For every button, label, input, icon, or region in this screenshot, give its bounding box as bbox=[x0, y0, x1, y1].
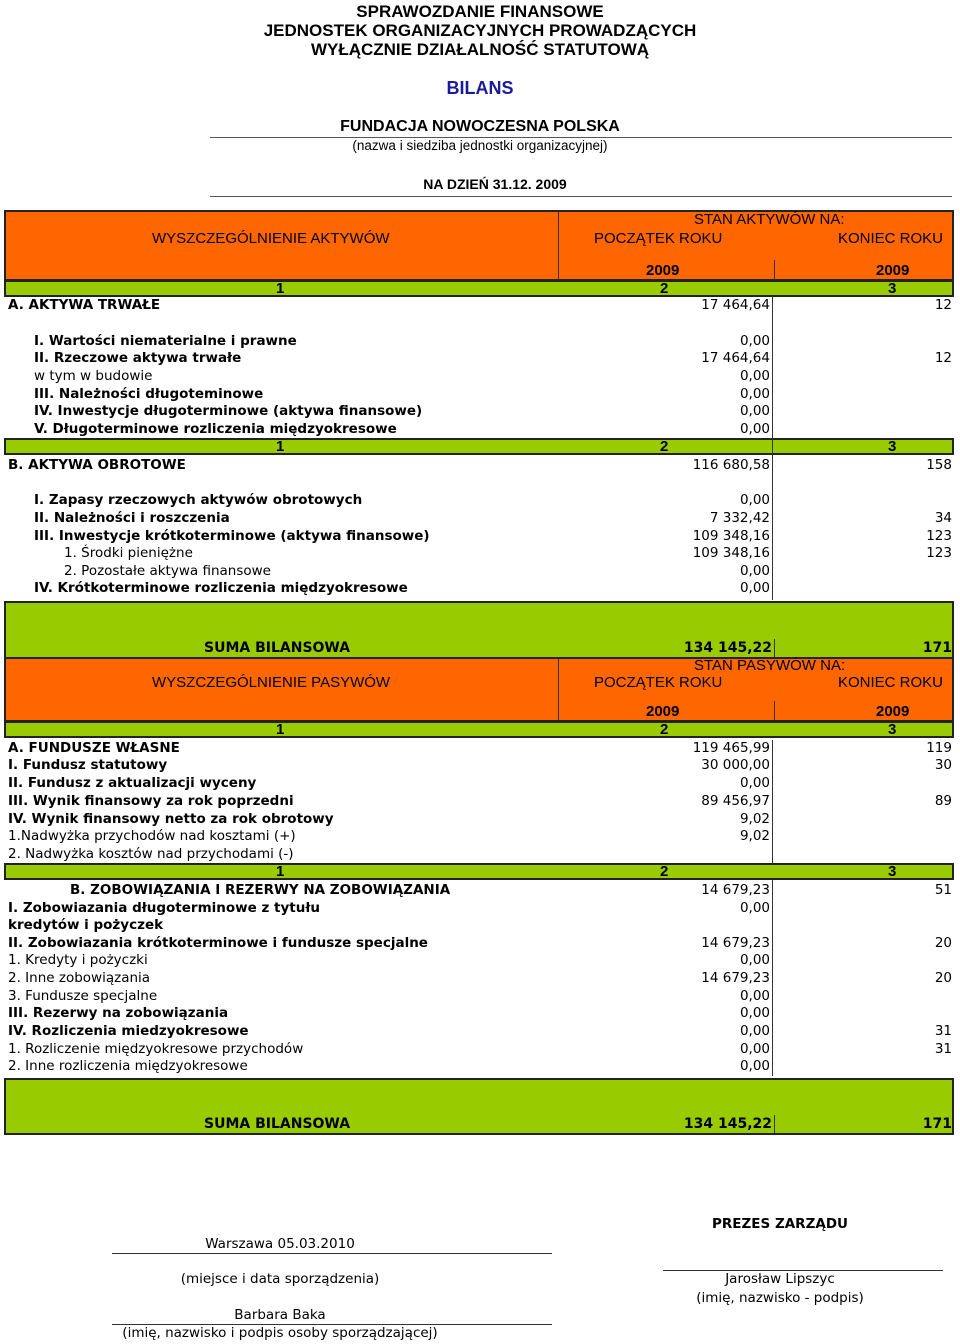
table-row: IV. Wynik finansowy netto za rok obrotowy 9,02 bbox=[8, 811, 770, 827]
table-row: w tym w budowie 0,00 bbox=[34, 368, 770, 384]
table-row: 1. Środki pieniężne 109 348,16 123 bbox=[64, 545, 952, 561]
assets-header-label: WYSZCZEGÓLNIENIE AKTYWÓW bbox=[152, 230, 390, 247]
table-row: 1.Nadwyżka przychodów nad kosztami (+) 9,02 bbox=[8, 828, 770, 844]
board-title: PREZES ZARZĄDU bbox=[712, 1216, 848, 1232]
assets-year-end: 2009 bbox=[876, 262, 910, 279]
table-row: IV. Rozliczenia miedzyokresowe 0,00 31 bbox=[8, 1023, 952, 1039]
table-row: 2. Inne rozliczenia międzyokresowe 0,00 bbox=[8, 1058, 770, 1074]
table-row: II. Należności i roszczenia 7 332,42 34 bbox=[34, 510, 952, 526]
place-date: Warszawa 05.03.2010 bbox=[205, 1236, 355, 1252]
table-row: I. Zobowiazania długoterminowe z tytułu 0,00 bbox=[8, 900, 770, 916]
assets-state-label: STAN AKTYWÓW NA: bbox=[694, 211, 845, 228]
table-row: III. Rezerwy na zobowiązania 0,00 bbox=[8, 1005, 770, 1021]
assets-sum-box bbox=[4, 601, 954, 659]
table-row: 3. Fundusze specjalne 0,00 bbox=[8, 988, 770, 1004]
liabilities-sum-box bbox=[4, 1078, 954, 1135]
liabilities-end-label: KONIEC ROKU bbox=[838, 674, 944, 691]
table-row: 2. Pozostałe aktywa finansowe 0,00 bbox=[64, 563, 770, 579]
table-row: II. Rzeczowe aktywa trwałe 17 464,64 12 bbox=[34, 350, 952, 366]
table-row: I. Wartości niematerialne i prawne 0,00 bbox=[34, 333, 770, 349]
liabilities-column-numbers: 1 2 3 bbox=[4, 721, 954, 738]
table-row: IV. Inwestycje długoterminowe (aktywa finansowe) 0,00 bbox=[34, 403, 770, 419]
table-row: I. Fundusz statutowy 30 000,00 30 bbox=[8, 757, 952, 773]
preparer-caption: (imię, nazwisko i podpis osoby sporządzającej) bbox=[122, 1325, 438, 1341]
liabilities-header-label: WYSZCZEGÓLNIENIE PASYWÓW bbox=[152, 674, 391, 691]
date-underline bbox=[210, 196, 952, 197]
board-member-name: Jarosław Lipszyc bbox=[725, 1271, 835, 1287]
document-title: BILANS bbox=[446, 78, 514, 98]
assets-sum-label: SUMA BILANSOWA bbox=[204, 640, 351, 656]
preparer-name: Barbara Baka bbox=[234, 1307, 326, 1323]
table-row: V. Długoterminowe rozliczenia międzyokresowe 0,00 bbox=[34, 421, 770, 437]
table-row: A. AKTYWA TRWAŁE 17 464,64 12 bbox=[8, 297, 952, 313]
table-row: II. Zobowiazania krótkoterminowe i fundusze specjalne 14 679,23 20 bbox=[8, 935, 952, 951]
balance-date: NA DZIEŃ 31.12. 2009 bbox=[423, 176, 567, 192]
assets-sum-end: 171 bbox=[922, 640, 952, 656]
assets-start-label: POCZĄTEK ROKU bbox=[594, 230, 723, 247]
assets-year-start: 2009 bbox=[646, 262, 680, 279]
liabilities-year-end: 2009 bbox=[876, 703, 910, 720]
place-date-caption: (miejsce i data sporządzenia) bbox=[180, 1271, 380, 1287]
report-title-line3: WYŁĄCZNIE DZIAŁALNOŚĆ STATUTOWĄ bbox=[310, 40, 650, 59]
table-row: III. Należności długoteminowe 0,00 bbox=[34, 386, 770, 402]
table-row: 2. Inne zobowiązania 14 679,23 20 bbox=[8, 970, 952, 986]
assets-header-box bbox=[4, 210, 954, 281]
table-row: II. Fundusz z aktualizacji wyceny 0,00 bbox=[8, 775, 770, 791]
organization-caption: (nazwa i siedziba jednostki organizacyjnej) bbox=[352, 138, 608, 153]
liabilities-sum-label: SUMA BILANSOWA bbox=[204, 1116, 351, 1132]
table-row: kredytów i pożyczek bbox=[8, 917, 164, 933]
liabilities-sum-end: 171 bbox=[922, 1116, 952, 1132]
board-caption: (imię, nazwisko - podpis) bbox=[696, 1290, 864, 1306]
table-row: I. Zapasy rzeczowych aktywów obrotowych 0,00 bbox=[34, 492, 770, 508]
assets-end-label: KONIEC ROKU bbox=[838, 230, 944, 247]
table-row: B. ZOBOWIĄZANIA I REZERWY NA ZOBOWIĄZANIA 14 679,23 51 bbox=[70, 882, 952, 898]
table-row: III. Inwestycje krótkoterminowe (aktywa finansowe) 109 348,16 123 bbox=[34, 528, 952, 544]
liabilities-year-start: 2009 bbox=[646, 703, 680, 720]
assets-sum-start: 134 145,22 bbox=[683, 640, 772, 656]
liabilities-column-numbers-2: 1 2 3 bbox=[4, 863, 954, 880]
liabilities-header-box bbox=[4, 657, 954, 722]
table-row: B. AKTYWA OBROTOWE 116 680,58 158 bbox=[8, 457, 952, 473]
table-row: III. Wynik finansowy za rok poprzedni 89 456,97 89 bbox=[8, 793, 952, 809]
liabilities-start-label: POCZĄTEK ROKU bbox=[594, 674, 723, 691]
assets-column-numbers-2: 1 2 3 bbox=[4, 438, 954, 455]
organization-name: FUNDACJA NOWOCZESNA POLSKA bbox=[340, 118, 620, 135]
liabilities-state-label: STAN PASYWÓW NA: bbox=[694, 657, 846, 674]
report-title-line1: SPRAWOZDANIE FINANSOWE bbox=[356, 2, 604, 21]
table-row: 2. Nadwyżka kosztów nad przychodami (-) bbox=[8, 846, 294, 862]
report-title-line2: JEDNOSTEK ORGANIZACYJNYCH PROWADZĄCYCH bbox=[263, 21, 697, 40]
table-row: 1. Kredyty i pożyczki 0,00 bbox=[8, 952, 770, 968]
table-row: 1. Rozliczenie międzyokresowe przychodów 0,00 31 bbox=[8, 1041, 952, 1057]
table-row: A. FUNDUSZE WŁASNE 119 465,99 119 bbox=[8, 740, 952, 756]
assets-column-numbers: 1 2 3 bbox=[4, 280, 954, 297]
table-row: IV. Krótkoterminowe rozliczenia międzyokresowe 0,00 bbox=[34, 580, 770, 596]
liabilities-sum-start: 134 145,22 bbox=[683, 1116, 772, 1132]
